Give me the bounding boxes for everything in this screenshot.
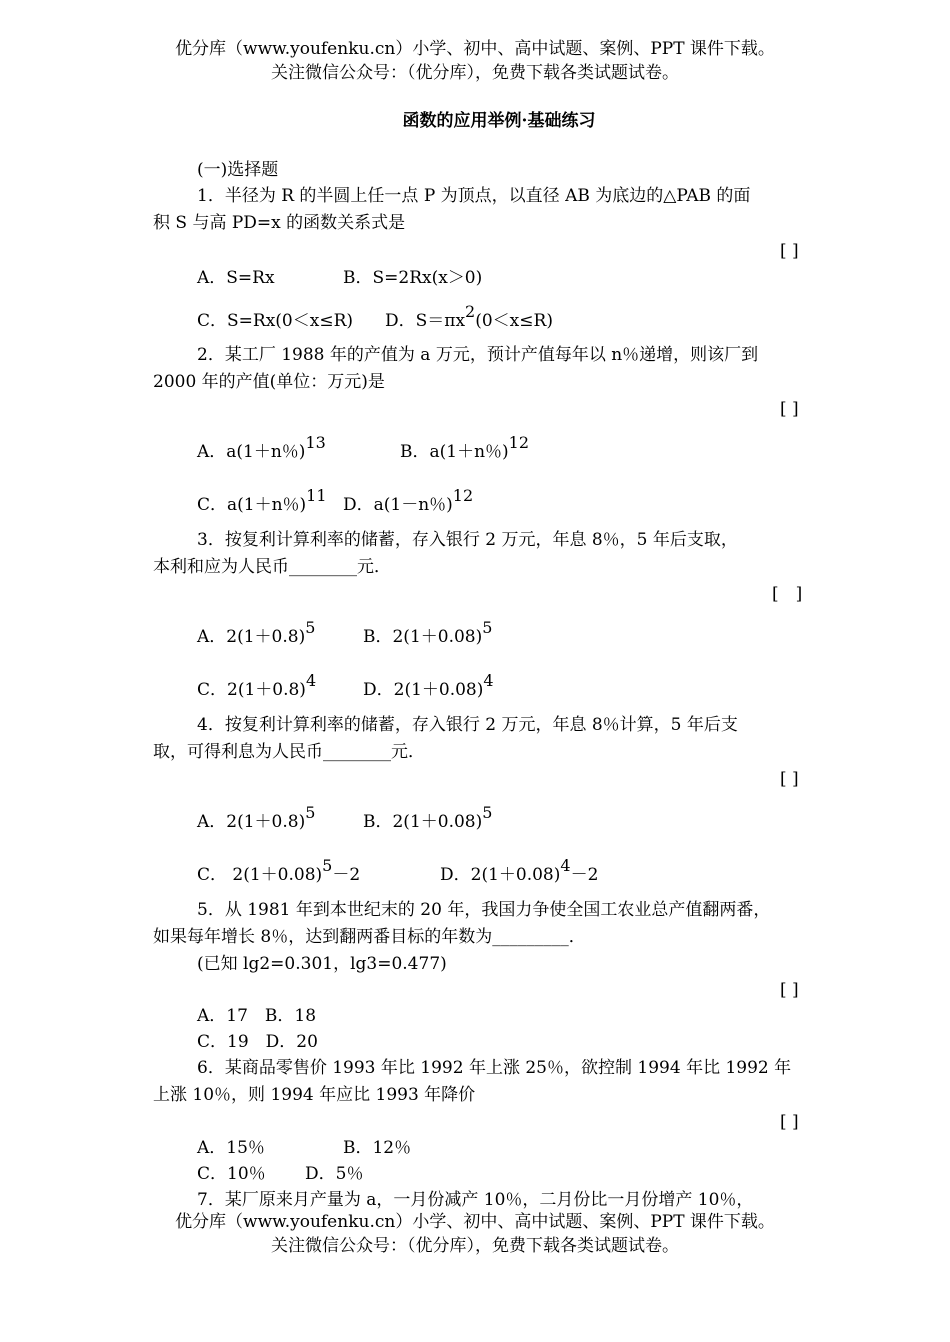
q1-option-c: C．S=Rx(0＜x≤R) <box>197 311 353 331</box>
q6-options-ab <box>197 1136 411 1160</box>
q3-answer-bracket: [ ] <box>772 584 803 604</box>
q5-options-ab: A．17 B．18 <box>197 1006 317 1026</box>
q1-answer-bracket: [ ] <box>780 241 799 261</box>
q1-option-d: D．$S=\pi x^2(0<x\le R)$ <box>385 302 553 331</box>
q1-options-cd <box>197 302 553 333</box>
page-title: 函数的应用举例·基础练习 <box>402 111 596 131</box>
q1-text-line-2: 积 S 与高 PD=x 的函数关系式是 <box>153 213 406 233</box>
q2-options-cd <box>197 486 474 517</box>
q7-text-line-1: 7．某厂原来月产量为 a，一月份减产 10％，二月份比一月份增产 10％， <box>197 1190 754 1210</box>
q2-options-ab <box>197 433 530 464</box>
q6-text-line-2: 上涨 10％，则 1994 年应比 1993 年降价 <box>153 1085 476 1105</box>
q4-options-ab <box>197 803 493 834</box>
q2-option-a: A．a(1＋n％)$^{13}$ <box>197 433 326 462</box>
q6-option-a: A．15％ <box>197 1138 265 1158</box>
q4-option-d: D．$2(1+0.08)^4-2$ <box>440 856 599 885</box>
page-footer <box>0 1210 950 1258</box>
footer-line-1: 优分库（www.youfenku.cn）小学、初中、高中试题、案例、PPT 课件下载。 <box>175 1212 775 1232</box>
q5-text-line-3: (已知 lg2=0.301，lg3=0.477) <box>197 954 447 974</box>
header-line-1: 优分库（www.youfenku.cn）小学、初中、高中试题、案例、PPT 课件下载。 <box>175 39 775 59</box>
q5-text-line-2: 如果每年增长 8％，达到翻两番目标的年数为_________． <box>153 927 586 947</box>
q4-options-cd <box>197 856 599 887</box>
q3-option-b: B．$2(1+0.08)^5$ <box>363 618 493 647</box>
q6-option-d: D．5％ <box>305 1164 364 1184</box>
q6-option-b: B．12％ <box>343 1138 412 1158</box>
q6-option-c: C．10％ <box>197 1164 266 1184</box>
q1-option-a: A．S=Rx <box>197 268 275 288</box>
q3-options-ab <box>197 618 493 649</box>
q3-options-cd <box>197 671 494 702</box>
q6-answer-bracket: [ ] <box>780 1112 799 1132</box>
q5-options-cd: C．19 D．20 <box>197 1032 318 1052</box>
q1-option-b: B．S=2Rx(x＞0) <box>343 268 483 288</box>
q5-answer-bracket: [ ] <box>780 980 799 1000</box>
q1-text-line-1: 1．半径为 R 的半圆上任一点 P 为顶点，以直径 AB 为底边的△PAB 的面 <box>197 186 751 206</box>
q2-text-line-2: 2000 年的产值(单位：万元)是 <box>153 372 385 392</box>
q2-option-b: B．a(1＋n％)$^{12}$ <box>400 433 530 462</box>
q4-option-c: C． $2(1+0.08)^5-2$ <box>197 856 361 885</box>
q4-text-line-2: 取，可得利息为人民币________元． <box>153 742 425 762</box>
q6-options-cd <box>197 1162 363 1186</box>
q2-option-d: D．a(1－n％)$^{12}$ <box>343 486 474 515</box>
q2-text-line-1: 2．某工厂 1988 年的产值为 a 万元，预计产值每年以 n％递增，则该厂到 <box>197 345 759 365</box>
q5-text-line-1: 5．从 1981 年到本世纪末的 20 年，我国力争使全国工农业总产值翻两番， <box>197 900 771 920</box>
section-heading: (一)选择题 <box>197 160 279 180</box>
q1-options-ab <box>197 266 482 290</box>
q2-option-c: C．a(1＋n％)$^{11}$ <box>197 486 327 515</box>
q3-option-c: C．$2(1+0.8)^4$ <box>197 671 317 700</box>
q2-answer-bracket: [ ] <box>780 399 799 419</box>
q4-option-b: B．$2(1+0.08)^5$ <box>363 803 493 832</box>
page-header <box>0 37 950 85</box>
q6-text-line-1: 6．某商品零售价 1993 年比 1992 年上涨 25％，欲控制 1994 年比 1992 年 <box>197 1058 792 1078</box>
q4-option-a: A．$2(1+0.8)^5$ <box>197 803 316 832</box>
header-line-2: 关注微信公众号：（优分库），免费下载各类试题试卷。 <box>271 63 679 83</box>
q3-text-line-2: 本利和应为人民币________元． <box>153 557 391 577</box>
footer-line-2: 关注微信公众号：（优分库），免费下载各类试题试卷。 <box>271 1236 679 1256</box>
q4-answer-bracket: [ ] <box>780 769 799 789</box>
q3-text-line-1: 3．按复利计算利率的储蓄，存入银行 2 万元，年息 8％，5 年后支取， <box>197 530 738 550</box>
q4-text-line-1: 4．按复利计算利率的储蓄，存入银行 2 万元，年息 8％计算，5 年后支 <box>197 715 738 735</box>
q3-option-a: A．$2(1+0.8)^5$ <box>197 618 316 647</box>
q3-option-d: D．$2(1+0.08)^4$ <box>363 671 494 700</box>
